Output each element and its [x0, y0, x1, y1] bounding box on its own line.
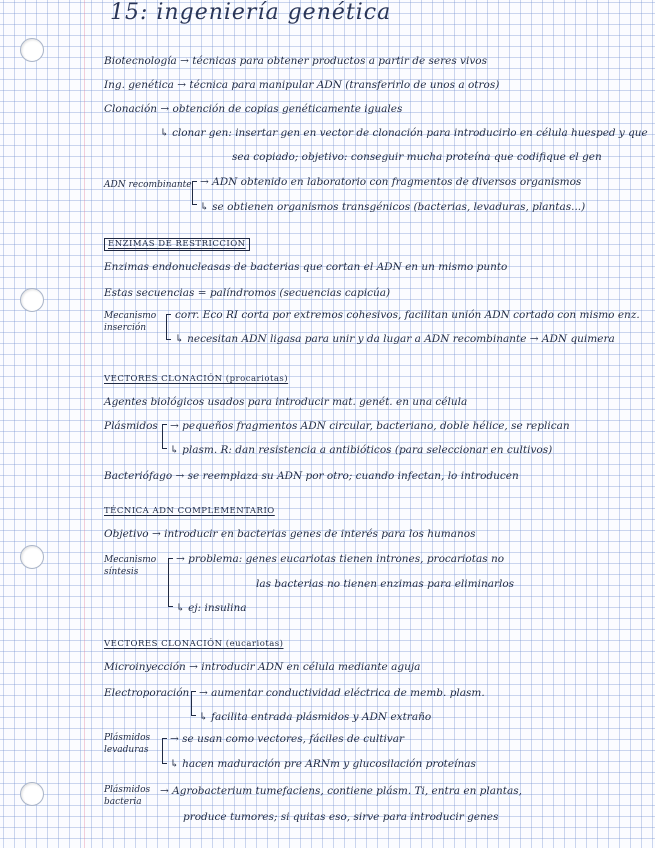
binder-hole — [20, 782, 44, 806]
page-title: 15: ingeniería genética — [110, 0, 392, 25]
note-line: Electroporación — [104, 687, 190, 699]
note-line: Enzimas endonucleasas de bacterias que cortan el ADN en un mismo punto — [104, 261, 508, 273]
note-line: ↳ plasm. R: dan resistencia a antibióticos (para seleccionar en cultivos) — [170, 444, 553, 456]
note-line: las bacterias no tienen enzimas para eliminarlos — [256, 578, 515, 590]
margin-line — [84, 0, 85, 848]
note-line: Agentes biológicos usados para introducir mat. genét. en una célula — [104, 396, 468, 408]
note-label: inserción — [104, 323, 147, 333]
note-line: → pequeños fragmentos ADN circular, bacteriano, doble hélice, se replican — [170, 420, 570, 432]
note-line: → Agrobacterium tumefaciens, contiene plásm. Ti, entra en plantas, — [160, 785, 522, 797]
note-label: bacteria — [104, 797, 142, 807]
note-line: Microinyección → introducir ADN en célula mediante aguja — [104, 661, 421, 673]
note-line: ↳ necesitan ADN ligasa para unir y da lugar a ADN recombinante → ADN quimera — [175, 333, 615, 345]
note-line: Objetivo → introducir en bacterias genes de interés para los humanos — [104, 528, 476, 540]
section-heading: ENZIMAS DE RESTRICCIÓN — [104, 238, 250, 251]
note-label: Plásmidos — [104, 785, 151, 795]
note-line: → se usan como vectores, fáciles de cultivar — [170, 733, 405, 745]
note-line: Clonación → obtención de copias genéticamente iguales — [104, 103, 403, 115]
section-heading: TÉCNICA ADN COMPLEMENTARIO — [104, 506, 275, 516]
bracket — [191, 691, 196, 716]
bracket — [168, 558, 173, 607]
note-label: Mecanismo — [104, 555, 157, 565]
note-line: sea copiado; objetivo: conseguir mucha proteína que codifique el gen — [232, 151, 602, 163]
binder-hole — [20, 288, 44, 312]
note-line: Biotecnología → técnicas para obtener productos a partir de seres vivos — [104, 55, 487, 67]
note-line: Bacteriófago → se reemplaza su ADN por otro; cuando infectan, lo introducen — [104, 470, 519, 482]
bracket — [162, 738, 167, 764]
note-line: → problema: genes eucariotas tienen intrones, procariotas no — [176, 553, 505, 565]
note-line: ↳ facilita entrada plásmidos y ADN extraño — [199, 711, 432, 723]
binder-hole — [20, 38, 44, 62]
note-label: Plásmidos — [104, 733, 151, 743]
note-line: → aumentar conductividad eléctrica de memb. plasm. — [199, 687, 485, 699]
bracket — [162, 424, 167, 449]
note-label: levaduras — [104, 745, 149, 755]
note-label: síntesis — [104, 567, 139, 577]
note-line: Plásmidos — [104, 420, 158, 432]
section-heading: VECTORES CLONACIÓN (procariotas) — [104, 374, 289, 384]
bracket — [192, 181, 197, 205]
note-label: ADN recombinante — [104, 180, 192, 190]
binder-hole — [20, 545, 44, 569]
note-line: ↳ hacen maduración pre ARNm y glucosilación proteínas — [170, 758, 476, 770]
note-line: → ADN obtenido en laboratorio con fragmentos de diversos organismos — [200, 176, 582, 188]
note-line: Ing. genética → técnica para manipular ADN (transferirlo de unos a otros) — [104, 79, 500, 91]
note-line: Estas secuencias = palíndromos (secuencias capicúa) — [104, 287, 391, 299]
section-heading: VECTORES CLONACIÓN (eucariotas) — [104, 639, 284, 649]
note-line: corr. Eco RI corta por extremos cohesivos, facilitan unión ADN cortado con mismo enz. — [175, 309, 640, 321]
note-label: Mecanismo — [104, 311, 157, 321]
bracket — [166, 314, 171, 340]
note-line: ↳ ej: insulina — [176, 602, 247, 614]
note-line: ↳ clonar gen: insertar gen en vector de clonación para introducirlo en célula huesped y que — [160, 127, 648, 139]
note-line: produce tumores; si quitas eso, sirve para introducir genes — [183, 811, 499, 823]
note-line: ↳ se obtienen organismos transgénicos (bacterias, levaduras, plantas...) — [200, 201, 586, 213]
